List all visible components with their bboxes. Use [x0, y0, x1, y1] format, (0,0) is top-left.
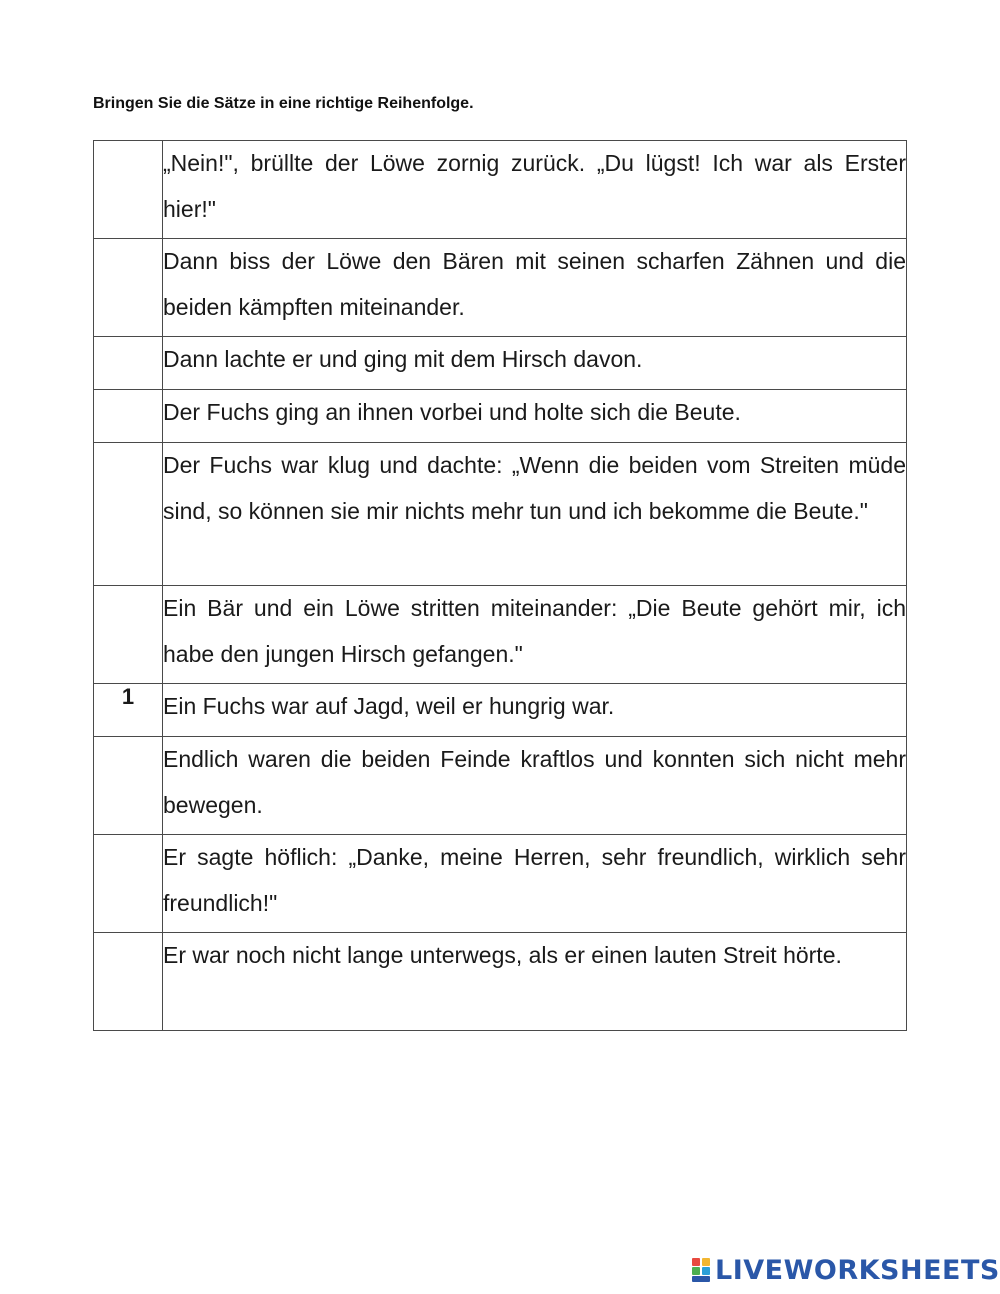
- sentence-cell: Der Fuchs war klug und dachte: „Wenn die beiden vom Streiten müde sind, so können sie mir nichts mehr tun und ich bekomme die Beute.": [163, 443, 907, 586]
- order-number-cell[interactable]: [94, 141, 163, 239]
- order-number-cell[interactable]: [94, 933, 163, 1031]
- order-number-cell: 1: [94, 684, 163, 737]
- liveworksheets-brand: [692, 1255, 1000, 1285]
- sentence-cell: Dann lachte er und ging mit dem Hirsch davon.: [163, 337, 907, 390]
- order-number-cell[interactable]: [94, 337, 163, 390]
- liveworksheets-logo-icon: [692, 1257, 712, 1283]
- sentence-cell: Er war noch nicht lange unterwegs, als er einen lauten Streit hörte.: [163, 933, 907, 1031]
- sentence-cell: Ein Bär und ein Löwe stritten miteinander: „Die Beute gehört mir, ich habe den jungen Hirsch gefangen.": [163, 586, 907, 684]
- table-row: [94, 684, 907, 737]
- table-row: [94, 390, 907, 443]
- table-row: [94, 933, 907, 1031]
- liveworksheets-wordmark: LIVEWORKSHEETS: [715, 1254, 1000, 1286]
- order-number-cell[interactable]: [94, 835, 163, 933]
- table-row: [94, 443, 907, 586]
- sentence-cell: Ein Fuchs war auf Jagd, weil er hungrig war.: [163, 684, 907, 737]
- instruction-heading: Bringen Sie die Sätze in eine richtige Reihenfolge.: [93, 95, 474, 112]
- sentence-cell: Endlich waren die beiden Feinde kraftlos und konnten sich nicht mehr bewegen.: [163, 737, 907, 835]
- table-row: [94, 835, 907, 933]
- table-row: [94, 239, 907, 337]
- sentence-cell: Der Fuchs ging an ihnen vorbei und holte sich die Beute.: [163, 390, 907, 443]
- order-number-cell[interactable]: [94, 737, 163, 835]
- table-row: [94, 141, 907, 239]
- sentence-cell: Dann biss der Löwe den Bären mit seinen scharfen Zähnen und die beiden kämpften miteinander.: [163, 239, 907, 337]
- sentence-cell: Er sagte höflich: „Danke, meine Herren, sehr freundlich, wirklich sehr freundlich!": [163, 835, 907, 933]
- order-number-cell[interactable]: [94, 239, 163, 337]
- table-row: [94, 586, 907, 684]
- order-number-cell[interactable]: [94, 443, 163, 586]
- table-row: [94, 337, 907, 390]
- sentence-cell: „Nein!", brüllte der Löwe zornig zurück. „Du lügst! Ich war als Erster hier!": [163, 141, 907, 239]
- order-number-cell[interactable]: [94, 586, 163, 684]
- table-row: [94, 737, 907, 835]
- order-number-cell[interactable]: [94, 390, 163, 443]
- sentence-order-table: [93, 140, 907, 1031]
